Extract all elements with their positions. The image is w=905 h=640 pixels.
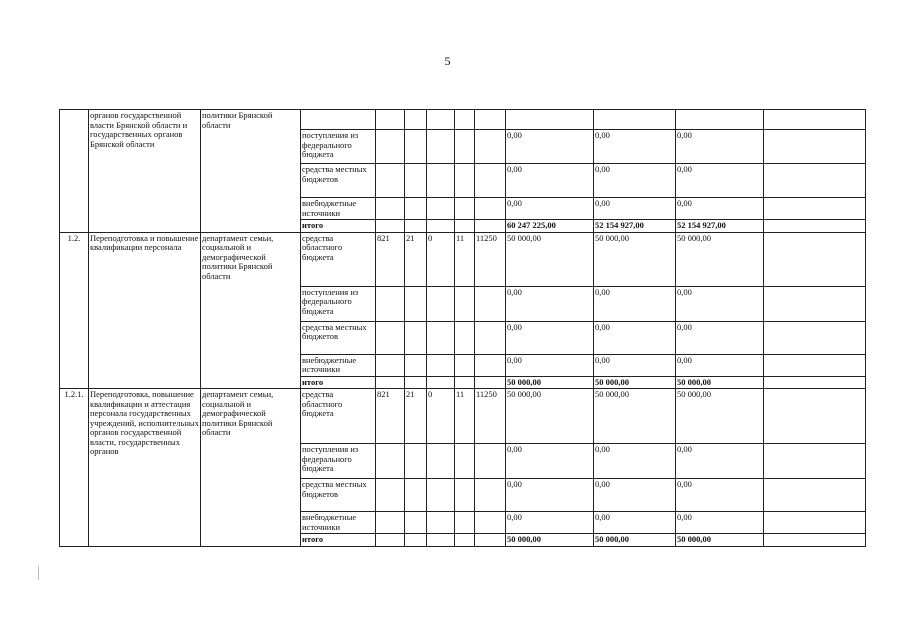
code-ministry: 821 [376, 232, 405, 286]
code-program [405, 534, 427, 547]
amount-year-2: 50 000,00 [594, 389, 676, 444]
funding-source: средства местных бюджетов [301, 479, 376, 512]
code-program [405, 286, 427, 321]
empty-cell [764, 198, 866, 220]
code-ministry [376, 534, 405, 547]
funding-source: внебюджетные источники [301, 512, 376, 534]
code-main-activity [455, 220, 475, 233]
code-direction: 11250 [475, 389, 506, 444]
table-row [60, 389, 866, 444]
funding-source: поступления из федерального бюджета [301, 286, 376, 321]
funding-source: итого [301, 376, 376, 389]
code-subprogram [427, 220, 455, 233]
funding-source: средства местных бюджетов [301, 321, 376, 354]
code-ministry [376, 376, 405, 389]
code-subprogram: 0 [427, 389, 455, 444]
amount-year-3 [676, 110, 764, 130]
amount-year-3: 0,00 [676, 512, 764, 534]
code-program: 21 [405, 389, 427, 444]
item-name: органов государственной власти Брянской области и государственных органов Брянской области [89, 110, 201, 233]
code-ministry [376, 198, 405, 220]
code-direction [475, 198, 506, 220]
code-ministry [376, 444, 405, 479]
code-main-activity [455, 110, 475, 130]
amount-year-1: 50 000,00 [506, 232, 594, 286]
amount-year-3: 0,00 [676, 286, 764, 321]
amount-year-3: 50 000,00 [676, 389, 764, 444]
amount-year-2: 50 000,00 [594, 534, 676, 547]
empty-cell [764, 376, 866, 389]
code-subprogram [427, 534, 455, 547]
code-direction [475, 376, 506, 389]
empty-cell [764, 110, 866, 130]
code-main-activity [455, 286, 475, 321]
code-direction [475, 354, 506, 376]
code-subprogram [427, 376, 455, 389]
empty-cell [764, 534, 866, 547]
amount-year-2: 0,00 [594, 444, 676, 479]
empty-cell [764, 444, 866, 479]
margin-mark [38, 566, 39, 580]
code-ministry [376, 220, 405, 233]
amount-year-3: 0,00 [676, 321, 764, 354]
amount-year-3: 50 000,00 [676, 534, 764, 547]
funding-source: внебюджетные источники [301, 354, 376, 376]
item-executor: политики Брянской области [201, 110, 301, 233]
code-subprogram [427, 164, 455, 198]
amount-year-3: 0,00 [676, 444, 764, 479]
page-number: 5 [444, 54, 451, 68]
code-main-activity [455, 444, 475, 479]
amount-year-1: 0,00 [506, 198, 594, 220]
funding-source: итого [301, 534, 376, 547]
code-subprogram [427, 512, 455, 534]
code-ministry [376, 110, 405, 130]
amount-year-2: 0,00 [594, 321, 676, 354]
amount-year-1: 0,00 [506, 286, 594, 321]
code-direction: 11250 [475, 232, 506, 286]
code-main-activity [455, 198, 475, 220]
amount-year-2: 0,00 [594, 479, 676, 512]
funding-source: поступления из федерального бюджета [301, 130, 376, 164]
item-executor: департамент семьи, социальной и демографической политики Брянской области [201, 232, 301, 389]
amount-year-2: 0,00 [594, 512, 676, 534]
code-direction [475, 444, 506, 479]
empty-cell [764, 130, 866, 164]
code-main-activity: 11 [455, 232, 475, 286]
amount-year-1: 50 000,00 [506, 376, 594, 389]
table-row [60, 110, 866, 130]
code-direction [475, 110, 506, 130]
item-number [60, 110, 89, 233]
code-subprogram [427, 130, 455, 164]
code-program [405, 444, 427, 479]
empty-cell [764, 389, 866, 444]
code-main-activity [455, 321, 475, 354]
code-main-activity [455, 534, 475, 547]
empty-cell [764, 354, 866, 376]
code-ministry [376, 130, 405, 164]
code-program [405, 321, 427, 354]
code-direction [475, 220, 506, 233]
amount-year-2 [594, 110, 676, 130]
amount-year-3: 52 154 927,00 [676, 220, 764, 233]
code-program [405, 110, 427, 130]
code-main-activity: 11 [455, 389, 475, 444]
empty-cell [764, 286, 866, 321]
code-main-activity [455, 164, 475, 198]
code-direction [475, 512, 506, 534]
amount-year-3: 0,00 [676, 479, 764, 512]
item-number: 1.2. [60, 232, 89, 389]
amount-year-1: 60 247 225,00 [506, 220, 594, 233]
code-program [405, 198, 427, 220]
code-ministry [376, 164, 405, 198]
code-main-activity [455, 479, 475, 512]
amount-year-1: 0,00 [506, 512, 594, 534]
amount-year-2: 0,00 [594, 130, 676, 164]
item-number: 1.2.1. [60, 389, 89, 547]
code-program: 21 [405, 232, 427, 286]
empty-cell [764, 164, 866, 198]
code-program [405, 512, 427, 534]
code-program [405, 354, 427, 376]
code-ministry [376, 286, 405, 321]
amount-year-2: 0,00 [594, 164, 676, 198]
amount-year-3: 50 000,00 [676, 376, 764, 389]
table-row [60, 232, 866, 286]
code-program [405, 220, 427, 233]
amount-year-2: 0,00 [594, 286, 676, 321]
empty-cell [764, 321, 866, 354]
code-subprogram [427, 479, 455, 512]
amount-year-1: 0,00 [506, 444, 594, 479]
code-subprogram [427, 286, 455, 321]
code-program [405, 130, 427, 164]
code-ministry [376, 512, 405, 534]
code-ministry: 821 [376, 389, 405, 444]
amount-year-1: 0,00 [506, 321, 594, 354]
code-program [405, 376, 427, 389]
amount-year-3: 0,00 [676, 198, 764, 220]
empty-cell [764, 479, 866, 512]
empty-cell [764, 232, 866, 286]
funding-source: средства областного бюджета [301, 389, 376, 444]
item-name: Переподготовка, повышение квалификации и аттестация персонала государственных учреждений, исполнительных органов государственной власти, государственных органов [89, 389, 201, 547]
amount-year-3: 0,00 [676, 164, 764, 198]
code-direction [475, 286, 506, 321]
code-subprogram [427, 321, 455, 354]
code-direction [475, 534, 506, 547]
amount-year-2: 0,00 [594, 198, 676, 220]
funding-source: средства областного бюджета [301, 232, 376, 286]
empty-cell [764, 220, 866, 233]
code-main-activity [455, 512, 475, 534]
code-direction [475, 130, 506, 164]
budget-table [59, 109, 866, 547]
funding-source: средства местных бюджетов [301, 164, 376, 198]
code-program [405, 479, 427, 512]
amount-year-1 [506, 110, 594, 130]
code-ministry [376, 479, 405, 512]
code-direction [475, 479, 506, 512]
funding-source [301, 110, 376, 130]
code-program [405, 164, 427, 198]
code-direction [475, 321, 506, 354]
code-subprogram [427, 198, 455, 220]
amount-year-1: 50 000,00 [506, 534, 594, 547]
code-subprogram [427, 444, 455, 479]
code-main-activity [455, 130, 475, 164]
amount-year-1: 0,00 [506, 354, 594, 376]
code-ministry [376, 354, 405, 376]
amount-year-2: 50 000,00 [594, 232, 676, 286]
code-ministry [376, 321, 405, 354]
item-executor: департамент семьи, социальной и демографической политики Брянской области [201, 389, 301, 547]
amount-year-1: 0,00 [506, 130, 594, 164]
item-name: Переподготовка и повышение квалификации персонала [89, 232, 201, 389]
code-subprogram [427, 354, 455, 376]
funding-source: внебюджетные источники [301, 198, 376, 220]
funding-source: поступления из федерального бюджета [301, 444, 376, 479]
code-subprogram [427, 110, 455, 130]
amount-year-1: 0,00 [506, 164, 594, 198]
code-main-activity [455, 376, 475, 389]
code-subprogram: 0 [427, 232, 455, 286]
funding-source: итого [301, 220, 376, 233]
amount-year-1: 0,00 [506, 479, 594, 512]
amount-year-2: 0,00 [594, 354, 676, 376]
code-main-activity [455, 354, 475, 376]
amount-year-2: 52 154 927,00 [594, 220, 676, 233]
amount-year-1: 50 000,00 [506, 389, 594, 444]
amount-year-3: 50 000,00 [676, 232, 764, 286]
amount-year-3: 0,00 [676, 354, 764, 376]
empty-cell [764, 512, 866, 534]
code-direction [475, 164, 506, 198]
amount-year-2: 50 000,00 [594, 376, 676, 389]
amount-year-3: 0,00 [676, 130, 764, 164]
